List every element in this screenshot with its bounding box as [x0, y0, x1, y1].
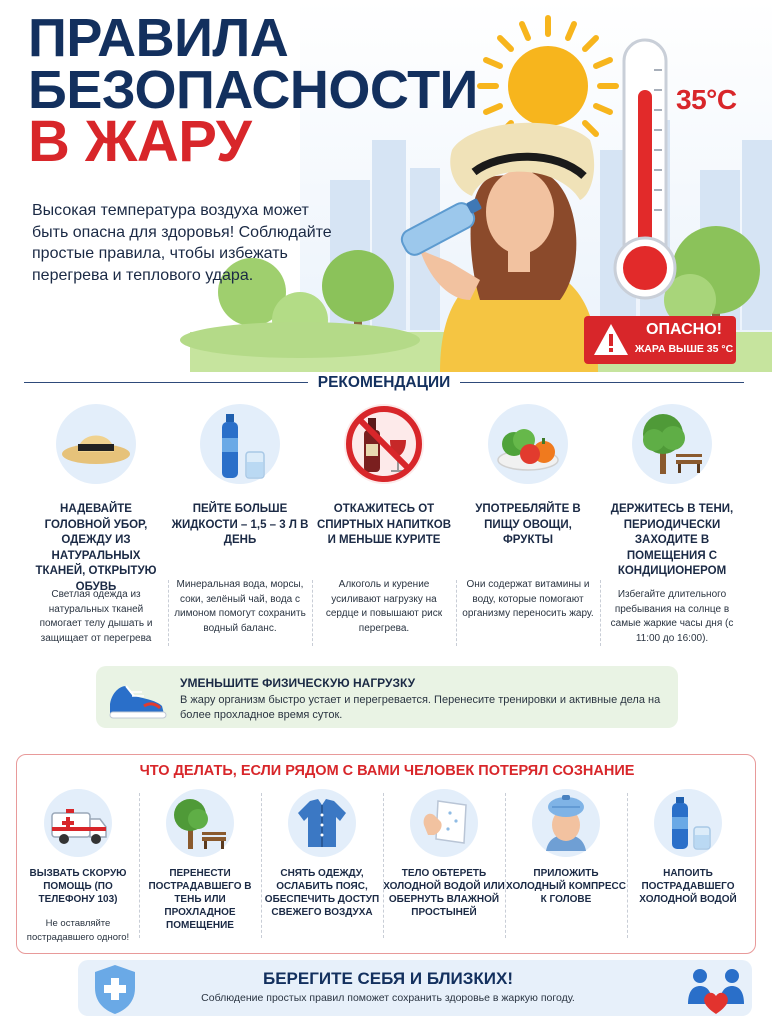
- step-title: СНЯТЬ ОДЕЖДУ, ОСЛАБИТЬ ПОЯС, ОБЕСПЕЧИТЬ ДОСТУП СВЕЖЕГО ВОЗДУХА: [264, 868, 380, 918]
- recommendations-grid: [24, 400, 744, 656]
- recommendations-header: [24, 372, 744, 398]
- title-line-3: В ЖАРУ: [28, 109, 252, 174]
- step-title: ПРИЛОЖИТЬ ХОЛОДНЫЙ КОМПРЕСС К ГОЛОВЕ: [506, 868, 626, 905]
- footer-desc: Соблюдение простых правил поможет сохранить здоровье в жаркую погоду.: [201, 992, 575, 1004]
- rec-desc: Избегайте длительного пребывания на солнце в самые жаркие часы дня (с 11:00 до 16:00).: [610, 589, 734, 644]
- rec-desc: Алкоголь и курение усиливают нагрузку на сердце и повышают риск перегрева.: [325, 579, 443, 634]
- activity-title: УМЕНЬШИТЕ ФИЗИЧЕСКУЮ НАГРУЗКУ: [180, 676, 416, 690]
- rec-title: НАДЕВАЙТЕ ГОЛОВНОЙ УБОР, ОДЕЖДУ ИЗ НАТУРАЛЬНЫХ ТКАНЕЙ, ОТКРЫТУЮ ОБУВЬ: [35, 503, 157, 593]
- divider: [168, 580, 169, 646]
- step-title: ВЫЗВАТЬ СКОРУЮ ПОМОЩЬ (ПО ТЕЛЕФОНУ 103): [29, 868, 127, 905]
- rec-desc: Они содержат витамины и воду, которые помогают организму переносить жару.: [462, 579, 594, 619]
- temperature-label: 35°C: [676, 84, 737, 115]
- shirt-icon: [288, 789, 356, 857]
- family-heart-icon: [684, 964, 748, 1016]
- vegetables-icon: [488, 404, 568, 484]
- divider: [312, 580, 313, 646]
- divider: [383, 793, 384, 938]
- rec-item-no-alcohol: [312, 400, 456, 656]
- step-title: НАПОИТЬ ПОСТРАДАВШЕГО ХОЛОДНОЙ ВОДОЙ: [639, 868, 737, 905]
- step-title: ПЕРЕНЕСТИ ПОСТРАДАВШЕГО В ТЕНЬ ИЛИ ПРОХЛАДНОЕ ПОМЕЩЕНИЕ: [148, 868, 252, 931]
- rec-item-fluids: [168, 400, 312, 656]
- title-line-2: БЕЗОПАСНОСТИ: [28, 60, 478, 120]
- step-give-water: [627, 787, 749, 947]
- unconscious-heading: ЧТО ДЕЛАТЬ, ЕСЛИ РЯДОМ С ВАМИ ЧЕЛОВЕК ПОТЕРЯЛ СОЗНАНИЕ: [139, 763, 635, 779]
- tree-bench-icon: [632, 404, 712, 484]
- water-bottle-icon: [654, 789, 722, 857]
- title-line-1: ПРАВИЛА: [28, 8, 289, 68]
- step-cold-compress: [505, 787, 627, 947]
- footer-banner: [78, 960, 752, 1016]
- rec-desc: Минеральная вода, морсы, соки, зелёный чай, вода с лимоном помогут сохранить водный баланс.: [174, 579, 306, 634]
- danger-title: ОПАСНО!: [646, 321, 722, 338]
- danger-subtitle: ЖАРА ВЫШЕ 35 °С: [634, 343, 734, 355]
- no-alcohol-icon: [344, 404, 424, 484]
- rec-title: УПОТРЕБЛЯЙТЕ В ПИЩУ ОВОЩИ, ФРУКТЫ: [475, 503, 581, 546]
- rec-title: ДЕРЖИТЕСЬ В ТЕНИ, ПЕРИОДИЧЕСКИ ЗАХОДИТЕ В ПОМЕЩЕНИЯ С КОНДИЦИОНЕРОМ: [610, 503, 734, 577]
- divider: [139, 793, 140, 938]
- reduce-activity-banner: [96, 666, 678, 728]
- unconscious-help-section: [16, 754, 756, 954]
- rec-title: ПЕЙТЕ БОЛЬШЕ ЖИДКОСТИ – 1,5 – 3 Л В ДЕНЬ: [171, 503, 309, 546]
- sun-hat-icon: [56, 404, 136, 484]
- thermometer-icon: [615, 40, 675, 298]
- activity-desc: В жару организм быстро устает и перегревается. Перенесите тренировки и активные дела на более прохладное время суток.: [180, 694, 661, 721]
- ambulance-icon: [44, 789, 112, 857]
- ice-pack-icon: [532, 789, 600, 857]
- hero-banner: [0, 0, 772, 372]
- step-call-ambulance: [17, 787, 139, 947]
- divider: [627, 793, 628, 938]
- danger-badge: [584, 316, 736, 364]
- rec-title: ОТКАЖИТЕСЬ ОТ СПИРТНЫХ НАПИТКОВ И МЕНЬШЕ КУРИТЕ: [316, 503, 452, 546]
- sneaker-icon: [104, 670, 170, 724]
- warning-icon: [592, 322, 630, 358]
- water-bottle-icon: [200, 404, 280, 484]
- divider: [600, 580, 601, 646]
- rec-desc: Светлая одежда из натуральных тканей помогает телу дышать и защищает от перегрева: [39, 589, 153, 644]
- intro-text: Высокая температура воздуха может быть опасна для здоровья! Соблюдайте простые правила, чтобы избежать перегрева и теплового удара.: [32, 202, 332, 284]
- tree-bench-icon: [166, 789, 234, 857]
- step-title: ТЕЛО ОБТЕРЕТЬ ХОЛОДНОЙ ВОДОЙ ИЛИ ОБЕРНУТЬ ВЛАЖНОЙ ПРОСТЫНЕЙ: [383, 868, 505, 918]
- footer-title: БЕРЕГИТЕ СЕБЯ И БЛИЗКИХ!: [262, 969, 514, 988]
- recommendations-heading: РЕКОМЕНДАЦИИ: [308, 374, 460, 391]
- page-title: [28, 8, 478, 174]
- divider: [456, 580, 457, 646]
- wet-towel-icon: [410, 789, 478, 857]
- step-note: Не оставляйте пострадавшего одного!: [26, 918, 130, 943]
- step-move-to-shade: [139, 787, 261, 947]
- rec-item-vegetables: [456, 400, 600, 656]
- divider: [505, 793, 506, 938]
- rec-item-headwear: [24, 400, 168, 656]
- step-wipe-with-water: [383, 787, 505, 947]
- step-loosen-clothes: [261, 787, 383, 947]
- rec-item-shade: [600, 400, 744, 656]
- divider: [261, 793, 262, 938]
